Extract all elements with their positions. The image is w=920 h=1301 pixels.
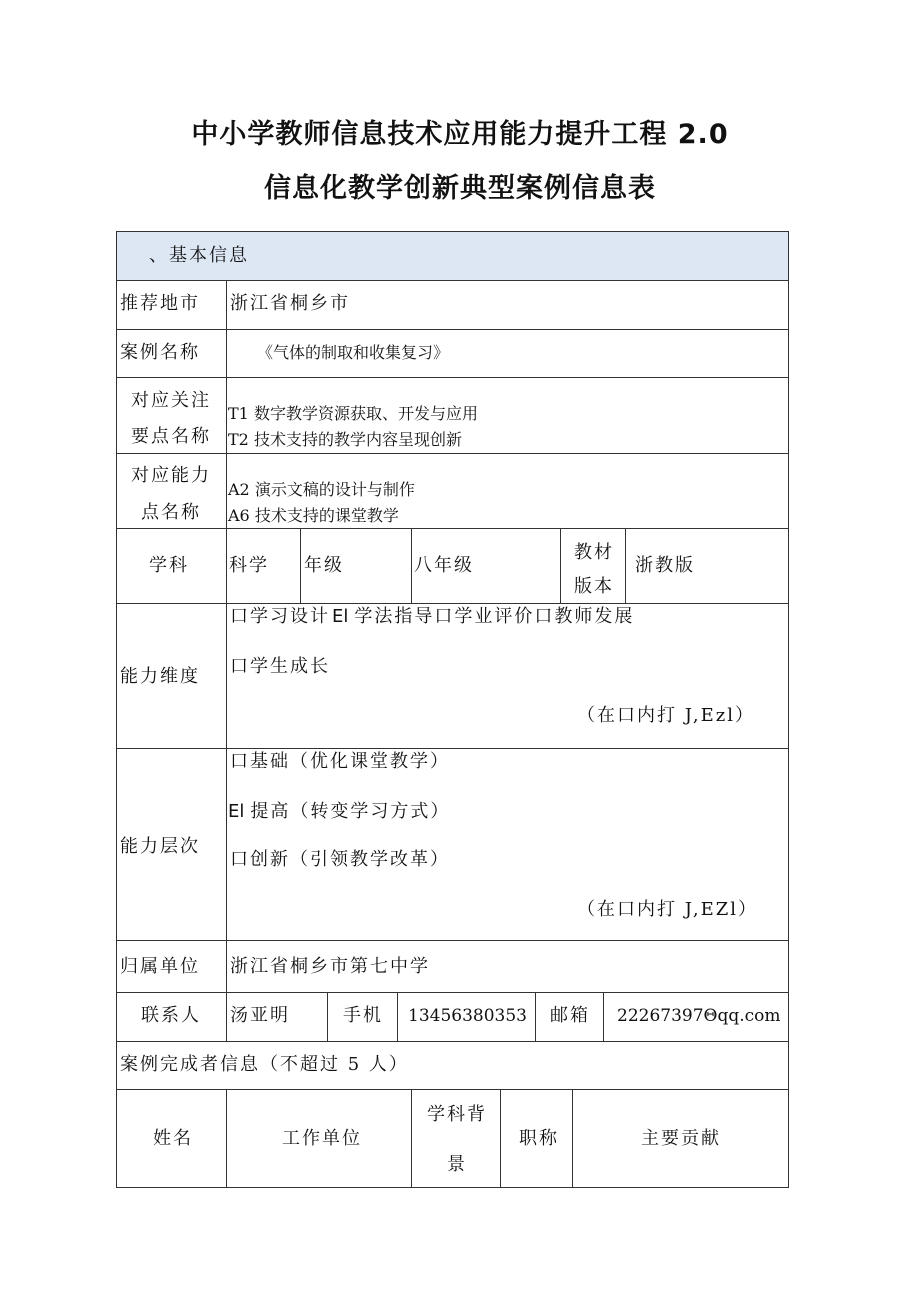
edition-label-line2: 版本: [574, 576, 614, 597]
level-label: 能力层次: [120, 836, 200, 857]
dimension-note: （在口内打 J,Ezl）: [577, 705, 755, 726]
case-name-value: 《气体的制取和收集复习》: [257, 343, 450, 362]
completers-label: 案例完成者信息（不超过 5 人）: [120, 1054, 409, 1075]
email-value: 22267397Θqq.com: [617, 1006, 781, 1026]
level-option-basic[interactable]: 口基础（优化课堂教学）: [230, 751, 450, 772]
level-option-innovate[interactable]: 口创新（引领教学改革）: [230, 849, 450, 870]
grade-value: 八年级: [414, 555, 474, 576]
level-note: （在口内打 J,EZl）: [577, 899, 759, 920]
focus-value-line1: T1 数字教学资源获取、开发与应用: [228, 404, 478, 423]
phone-label: 手机: [343, 1005, 383, 1026]
unit-label: 归属单位: [120, 956, 200, 977]
col-background-line2: 景: [447, 1154, 467, 1175]
email-label: 邮箱: [550, 1005, 590, 1026]
col-background-line1: 学科背: [427, 1104, 487, 1125]
ability-point-label-line2: 点名称: [141, 502, 201, 523]
dimension-option-student-growth[interactable]: 口学生成长: [230, 656, 330, 677]
ability-point-value-line2: A6 技术支持的课堂教学: [228, 506, 399, 525]
contact-name: 汤亚明: [230, 1005, 290, 1026]
unit-value: 浙江省桐乡市第七中学: [230, 956, 430, 977]
ability-point-label-line1: 对应能力: [131, 465, 211, 486]
col-title: 职称: [519, 1128, 559, 1149]
document-title-line1: 中小学教师信息技术应用能力提升工程 2.0: [191, 119, 729, 150]
contact-label: 联系人: [141, 1005, 201, 1026]
subject-value: 科学: [229, 555, 269, 576]
edition-value: 浙教版: [635, 555, 695, 576]
dimension-option-others[interactable]: 学法指导口学业评价口教师发展: [354, 606, 635, 627]
level-option-improve-text: 提高（转变学习方式）: [250, 801, 451, 822]
ability-point-value-line1: A2 演示文稿的设计与制作: [228, 480, 415, 499]
section-basic-info: 、基本信息: [149, 245, 249, 266]
subject-label: 学科: [149, 555, 189, 576]
case-info-form: [116, 231, 789, 1188]
region-value: 浙江省桐乡市: [230, 293, 350, 314]
col-contribution: 主要贡献: [641, 1128, 721, 1149]
document-title-line2: 信息化教学创新典型案例信息表: [264, 173, 656, 204]
focus-label-line1: 对应关注: [131, 390, 211, 411]
edition-label-line1: 教材: [574, 542, 614, 563]
col-work-unit: 工作单位: [282, 1128, 362, 1149]
phone-value: 13456380353: [408, 1006, 527, 1026]
focus-value-line2: T2 技术支持的教学内容呈现创新: [228, 430, 462, 449]
dimension-options-line1: [230, 606, 634, 628]
dimension-label: 能力维度: [120, 666, 200, 687]
dimension-option-learning-design[interactable]: 口学习设计: [230, 606, 330, 627]
region-label: 推荐地市: [120, 293, 200, 314]
grade-label: 年级: [304, 555, 344, 576]
focus-label-line2: 要点名称: [131, 426, 211, 447]
level-checked-mark[interactable]: El: [228, 801, 245, 822]
col-name: 姓名: [153, 1128, 193, 1149]
level-option-improve[interactable]: [228, 801, 450, 823]
case-name-label: 案例名称: [120, 342, 200, 363]
dimension-checked-mark[interactable]: El: [332, 606, 349, 627]
